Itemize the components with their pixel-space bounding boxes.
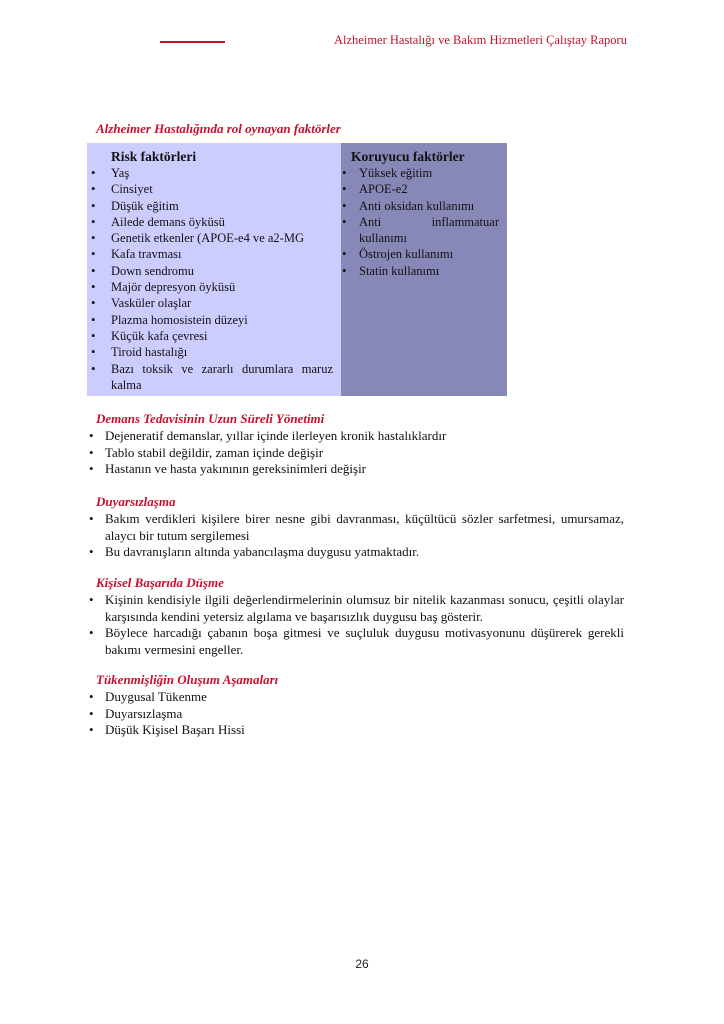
list-item: • Cinsiyet xyxy=(87,181,341,197)
list-item: • Östrojen kullanımı xyxy=(341,246,507,262)
protective-factors-heading: Koruyucu faktörler xyxy=(351,149,465,164)
list-item: • Down sendromu xyxy=(87,263,341,279)
protective-factors-list xyxy=(341,165,507,279)
page-number: 26 xyxy=(355,957,369,971)
achievement-title: Kişisel Başarıda Düşme xyxy=(96,575,224,590)
list-item: • Kişinin kendisiyle ilgili değerlendirmelerinin olumsuz bir nitelik kazanması sonucu, çeşitli olaylar karşısında kendini yetersiz algılama ve başarısızlık duygusu baş gösterir. xyxy=(87,592,624,625)
list-item: • Plazma homosistein düzeyi xyxy=(87,312,341,328)
list-item: • Tiroid hastalığı xyxy=(87,344,341,360)
list-item: • Kafa travması xyxy=(87,246,341,262)
header-rule xyxy=(160,41,225,43)
list-item: • Anti oksidan kullanımı xyxy=(341,198,507,214)
burnout-list xyxy=(87,689,624,739)
list-item: • Küçük kafa çevresi xyxy=(87,328,341,344)
risk-factors-heading: Risk faktörleri xyxy=(111,149,197,164)
list-item: • Genetik etkenler (APOE-e4 ve a2-MG xyxy=(87,230,341,246)
list-item: • Vasküler olaşlar xyxy=(87,295,341,311)
list-item: • Duyarsızlaşma xyxy=(87,706,624,723)
list-item: • Majör depresyon öyküsü xyxy=(87,279,341,295)
list-item: • Bu davranışların altında yabancılaşma duygusu yatmaktadır. xyxy=(87,544,624,561)
risk-factors-column xyxy=(87,143,341,396)
factors-title: Alzheimer Hastalığında rol oynayan faktörler xyxy=(96,121,341,136)
list-item: • Dejeneratif demanslar, yıllar içinde ilerleyen kronik hastalıklardır xyxy=(87,428,624,445)
list-item: • Yaş xyxy=(87,165,341,181)
long-term-list xyxy=(87,428,624,478)
running-header: Alzheimer Hastalığı ve Bakım Hizmetleri Çalıştay Raporu xyxy=(334,33,627,47)
list-item: • Böylece harcadığı çabanın boşa gitmesi ve suçluluk duygusu motivasyonunu düşürerek gerekli bakımı vermesini engeller. xyxy=(87,625,624,658)
list-item: • Statin kullanımı xyxy=(341,263,507,279)
list-item: • Bazı toksik ve zararlı durumlara maruz kalma xyxy=(87,361,341,394)
long-term-title: Demans Tedavisinin Uzun Süreli Yönetimi xyxy=(96,411,325,426)
depersonalization-list xyxy=(87,511,624,561)
burnout-title: Tükenmişliğin Oluşum Aşamaları xyxy=(96,672,279,687)
list-item: • Bakım verdikleri kişilere birer nesne gibi davranması, küçültücü sözler sarfetmesi, umursamaz, alaycı bir tutum sergilemesi xyxy=(87,511,624,544)
list-item: • Duygusal Tükenme xyxy=(87,689,624,706)
list-item: • Anti inflammatuar kullanımı xyxy=(341,214,507,247)
achievement-list xyxy=(87,592,624,658)
list-item: • Hastanın ve hasta yakınının gereksinimleri değişir xyxy=(87,461,624,478)
list-item: • Düşük Kişisel Başarı Hissi xyxy=(87,722,624,739)
list-item: • Ailede demans öyküsü xyxy=(87,214,341,230)
protective-factors-column xyxy=(341,143,507,396)
list-item: • Düşük eğitim xyxy=(87,198,341,214)
list-item: • Tablo stabil değildir, zaman içinde değişir xyxy=(87,445,624,462)
factors-table xyxy=(87,143,507,396)
list-item: • Yüksek eğitim xyxy=(341,165,507,181)
depersonalization-title: Duyarsızlaşma xyxy=(96,494,176,509)
risk-factors-list xyxy=(87,165,341,393)
list-item: • APOE-e2 xyxy=(341,181,507,197)
